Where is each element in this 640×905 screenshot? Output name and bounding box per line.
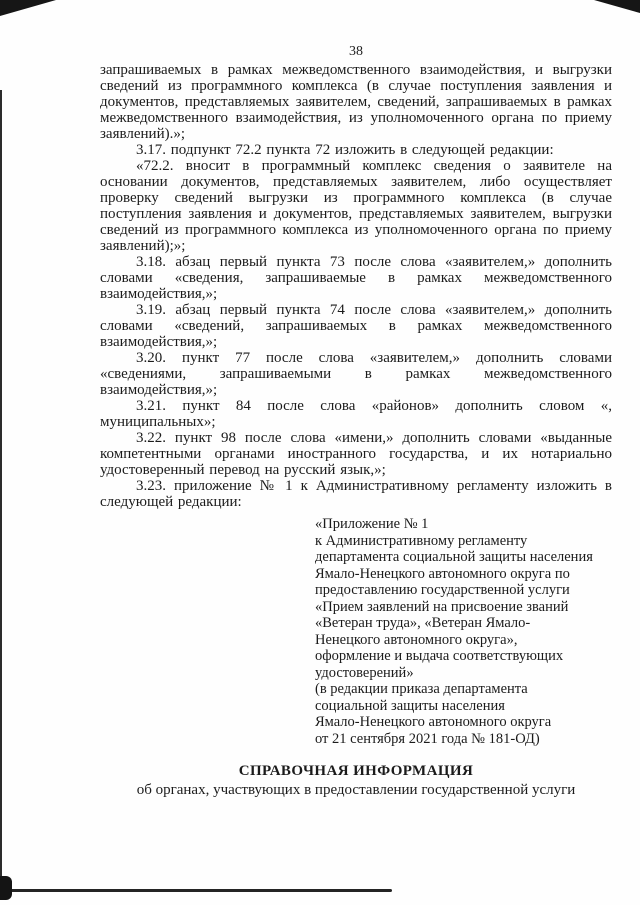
appendix-line: Ямало-Ненецкого автономного округа по	[315, 565, 570, 582]
scan-artifact-bottom-edge	[0, 889, 392, 892]
appendix-line: департамента социальной защиты населения	[315, 549, 593, 565]
document-body	[100, 62, 612, 510]
scan-artifact-bottom-left-blob	[0, 876, 12, 900]
paragraph: 3.21. пункт 84 после слова «районов» дополнить словом «, муниципальных»;	[100, 398, 612, 430]
appendix-line: «Приложение № 1	[315, 516, 429, 532]
appendix-line: социальной защиты населения	[315, 697, 505, 714]
appendix-line: от 21 сентября 2021 года № 181-ОД)	[315, 730, 540, 747]
paragraph: 3.17. подпункт 72.2 пункта 72 изложить в следующей редакции:	[136, 142, 554, 158]
appendix-line: предоставлению государственной услуги	[315, 582, 570, 598]
paragraph: запрашиваемых в рамках межведомственного взаимодействия, и выгрузки сведений из программного комплекса (в случае поступления заявления и документов, представляемых заявителем, сведений, запрашиваемых в рамках межведомственного взаимодействия, из уполномоченного органа по приему заявлений).»;	[100, 62, 612, 142]
appendix-line: «Ветеран труда», «Ветеран Ямало-	[315, 615, 531, 631]
section-subheading: об органах, участвующих в предоставлении государственной услуги	[136, 782, 576, 798]
appendix-line: удостоверений»	[315, 664, 414, 681]
appendix-line: (в редакции приказа департамента	[315, 681, 528, 697]
appendix-line: Ненецкого автономного округа»,	[315, 631, 518, 648]
appendix-line: «Прием заявлений на присвоение званий	[315, 598, 569, 615]
scan-artifact-top-left	[0, 0, 56, 16]
paragraph: 3.20. пункт 77 после слова «заявителем,» дополнить словами «сведениями, запрашиваемыми в рамках межведомственного взаимодействия,»;	[100, 350, 612, 398]
paragraph: 3.19. абзац первый пункта 74 после слова «заявителем,» дополнить словами «сведений, запрашиваемых в рамках межведомственного взаимодействия,»;	[100, 302, 612, 350]
paragraph: «72.2. вносит в программный комплекс сведения о заявителе на основании документов, представляемых заявителем, либо осуществляет проверку сведений выгрузки из программного комплекса (в случае поступления заявления и документов, представляемых заявителем, выгрузки сведений из программного комплекса из уполномоченного органа по приему заявлений);»;	[100, 158, 612, 254]
paragraph: 3.18. абзац первый пункта 73 после слова «заявителем,» дополнить словами «сведения, запрашиваемые в рамках межведомственного взаимодействия,»;	[100, 254, 612, 302]
page-number: 38	[349, 44, 363, 59]
document-content	[100, 62, 612, 799]
appendix-quote-block	[315, 516, 612, 747]
appendix-line: к Административному регламенту	[315, 532, 528, 549]
section-heading: СПРАВОЧНАЯ ИНФОРМАЦИЯ	[238, 763, 474, 779]
paragraph: 3.23. приложение № 1 к Административному регламенту изложить в следующей редакции:	[100, 478, 612, 510]
scan-artifact-top-right	[594, 0, 640, 13]
scan-artifact-left-edge	[0, 90, 2, 897]
appendix-line: Ямало-Ненецкого автономного округа	[315, 714, 552, 730]
paragraph: 3.22. пункт 98 после слова «имени,» дополнить словами «выданные компетентными органами иностранного государства, и их нотариально удостоверенный перевод на русский язык,»;	[100, 430, 612, 478]
appendix-line: оформление и выдача соответствующих	[315, 648, 564, 664]
